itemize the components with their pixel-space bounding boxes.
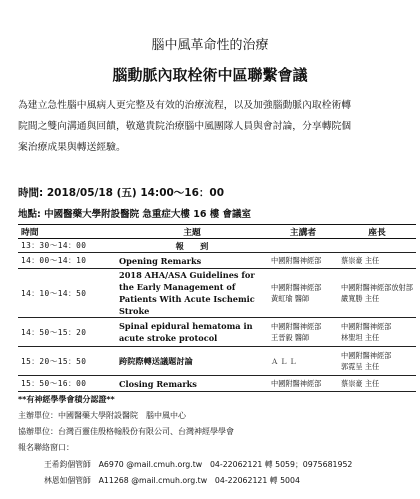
event-time: 時間: 2018/05/18 (五) 14:00～16：00: [18, 187, 225, 199]
credit-note: **有神經學學會積分認證**: [18, 395, 115, 404]
intro-line: 案治療成果與轉送經驗。: [18, 142, 126, 153]
row-speaker: 中國附醫神經部 王晉毅 醫師: [268, 318, 338, 347]
col-header-time: 時間: [18, 225, 116, 239]
row-topic: Closing Remarks: [116, 376, 268, 392]
event-location: 地點: 中國醫藥大學附設醫院 急重症大樓 16 樓 會議室: [18, 209, 252, 220]
row-time: 13：30～14：00: [18, 239, 116, 253]
table-row: [18, 239, 416, 253]
row-time: 15：50～16：00: [18, 376, 116, 392]
row-topic: 跨院際轉送議題討論: [116, 347, 268, 376]
intro-line: 為建立急性腦中風病人更完整及有效的治療流程，以及加強腦動脈內取栓術轉: [18, 100, 352, 111]
agenda-table: [18, 224, 416, 392]
row-time: 14：50～15：20: [18, 318, 116, 347]
row-chair: 蔡崇豪 主任: [338, 376, 416, 392]
organizer: 主辦單位：中國醫藥大學附設醫院 腦中風中心: [18, 411, 186, 420]
table-row: [18, 318, 416, 347]
main-title: 腦動脈內取栓術中區聯繫會議: [112, 66, 308, 84]
table-row: [18, 253, 416, 269]
contact-line: 林恩如個管師 A11268 @mail.cmuh.org.tw 04-22062121 轉 5004: [44, 476, 300, 485]
row-topic: Spinal epidural hematoma in acute stroke protocol: [116, 318, 268, 347]
row-topic: Opening Remarks: [116, 253, 268, 269]
row-chair: [338, 239, 416, 253]
col-header-speaker: 主講者: [268, 225, 338, 239]
row-speaker: ＡＬＬ: [268, 347, 338, 376]
row-time: 14：10～14：50: [18, 269, 116, 318]
table-row: [18, 376, 416, 392]
col-header-chair: 座長: [338, 225, 416, 239]
intro-paragraph: [18, 95, 414, 158]
row-time: 14：00～14：10: [18, 253, 116, 269]
row-speaker: 中國附醫神經部: [268, 376, 338, 392]
contact-line: 王希鈞個管師 A6970 @mail.cmuh.org.tw 04-22062121 轉 5059；0975681952: [44, 460, 353, 469]
co-organizer: 協辦單位：台灣百靈佳殷格翰股份有限公司、台灣神經學學會: [18, 427, 234, 436]
row-time: 15：20～15：50: [18, 347, 116, 376]
table-row: [18, 269, 416, 318]
row-chair: 蔡崇豪 主任: [338, 253, 416, 269]
row-chair: 中國附醫神經部 郭霓呈 主任: [338, 347, 416, 376]
intro-line: 院間之雙向溝通與回饋，敬邀貴院治療腦中風團隊人員與會討論，分享轉院個: [18, 121, 352, 132]
sup-title: 腦中風革命性的治療: [151, 38, 269, 53]
row-chair: 中國附醫神經部放射部 嚴寬勝 主任: [338, 269, 416, 318]
contact-label: 報名聯絡窗口：: [18, 443, 74, 452]
row-speaker: 中國附醫神經部 黃虹瑜 醫師: [268, 269, 338, 318]
agenda-header-row: [18, 225, 416, 239]
row-speaker: [268, 239, 338, 253]
row-topic: 報 到: [116, 239, 268, 253]
row-topic: 2018 AHA/ASA Guidelines for the Early Management of Patients With Acute Ischemic Stroke: [116, 269, 268, 318]
col-header-topic: 主題: [116, 225, 268, 239]
table-row: [18, 347, 416, 376]
row-speaker: 中國附醫神經部: [268, 253, 338, 269]
row-chair: 中國附醫神經部 林聖坦 主任: [338, 318, 416, 347]
